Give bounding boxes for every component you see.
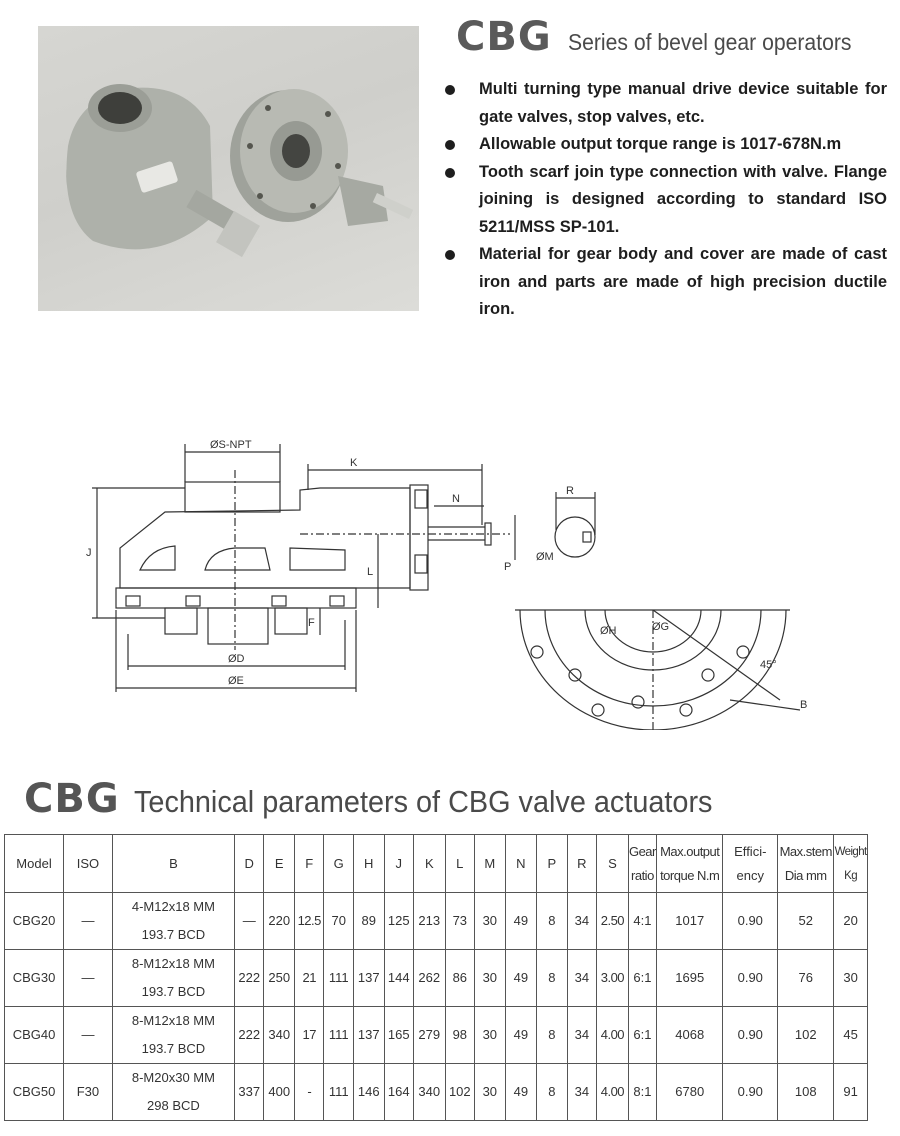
cell-b [112,893,234,950]
col-l: L [445,835,475,893]
col-n: N [505,835,537,893]
cell-gear-ratio: 6:1 [628,950,656,1007]
technical-drawing [0,430,900,730]
col-g: G [324,835,354,893]
cell-b-line2: 193.7 BCD [141,984,206,999]
cell-m: 30 [475,950,506,1007]
cell-b-line1: 4-M12x18 MM [131,899,215,914]
cell-b-line2: 193.7 BCD [141,1041,206,1056]
cell-gear-ratio: 4:1 [628,893,656,950]
cell-iso: — [64,1007,113,1064]
feature-item: Material for gear body and cover are made of cast iron and parts are made of high precision ductile iron. [443,241,887,324]
dim-h: ØH [600,625,617,637]
col-r: R [567,835,597,893]
cell-model: CBG50 [5,1064,64,1121]
cell-f: 17 [294,1007,324,1064]
col-p: P [537,835,568,893]
cell-d: 222 [234,1007,264,1064]
cell-iso: — [64,950,113,1007]
cell-d: — [234,893,264,950]
feature-item: Allowable output torque range is 1017-678N.m [443,131,887,159]
col-model: Model [5,835,64,893]
cell-efficiency: 0.90 [723,1007,778,1064]
cell-iso: — [64,893,113,950]
cell-r: 34 [567,893,597,950]
feature-item: Multi turning type manual drive device suitable for gate valves, stop valves, etc. [443,76,887,131]
cell-b [112,1064,234,1121]
cell-m: 30 [475,1007,506,1064]
col-max-torque-line2: torque N.m [660,867,720,883]
cell-b-line1: 8-M20x30 MM [131,1070,215,1085]
col-e: E [264,835,295,893]
cell-j: 164 [384,1064,414,1121]
brand-logo-text: CBG [456,14,552,60]
cell-model: CBG20 [5,893,64,950]
cell-e: 340 [264,1007,295,1064]
cell-max-torque: 1017 [657,893,723,950]
bevel-gear-operators-image [38,26,419,311]
cell-l: 98 [445,1007,475,1064]
series-header [456,14,876,60]
col-h: H [353,835,384,893]
table-row [5,1064,868,1121]
table-row [5,950,868,1007]
cell-d: 222 [234,950,264,1007]
cell-p: 8 [537,1064,568,1121]
col-m: M [475,835,506,893]
cell-weight: 30 [834,950,868,1007]
col-efficiency-line2: ency [736,867,764,883]
col-s: S [597,835,629,893]
cell-j: 125 [384,893,414,950]
col-k: K [414,835,446,893]
cell-g: 111 [324,1007,354,1064]
cell-p: 8 [537,950,568,1007]
cell-n: 49 [505,1007,537,1064]
cell-j: 144 [384,950,414,1007]
dim-m: ØM [536,551,554,563]
cell-max-stem: 102 [778,1007,834,1064]
col-efficiency [723,835,778,893]
cell-g: 70 [324,893,354,950]
series-subtitle: Series of bevel gear operators [567,29,852,55]
col-f: F [294,835,324,893]
cell-s: 3.00 [597,950,629,1007]
cell-model: CBG30 [5,950,64,1007]
cell-p: 8 [537,1007,568,1064]
col-max-stem-line2: Dia mm [784,867,827,883]
cell-n: 49 [505,950,537,1007]
cell-model: CBG40 [5,1007,64,1064]
cell-b-line1: 8-M12x18 MM [131,1013,215,1028]
col-max-stem [778,835,834,893]
cell-efficiency: 0.90 [723,950,778,1007]
cell-e: 400 [264,1064,295,1121]
cell-gear-ratio: 6:1 [628,1007,656,1064]
dim-k: K [350,457,358,469]
cell-h: 137 [353,950,384,1007]
cell-k: 279 [414,1007,446,1064]
col-efficiency-line1: Effici- [734,843,767,859]
col-weight-line1: Weight [834,845,867,858]
dim-d: ØD [228,653,245,665]
cell-efficiency: 0.90 [723,893,778,950]
col-max-torque-line1: Max.output [660,843,720,859]
cell-h: 137 [353,1007,384,1064]
cell-max-stem: 76 [778,950,834,1007]
cell-f: 21 [294,950,324,1007]
dim-g: ØG [652,621,670,633]
table-row [5,893,868,950]
cell-k: 213 [414,893,446,950]
col-gear-ratio-line2: ratio [631,867,654,883]
cell-g: 111 [324,1064,354,1121]
dim-l: L [367,566,374,578]
col-j: J [384,835,414,893]
cell-h: 146 [353,1064,384,1121]
cell-s: 4.00 [597,1064,629,1121]
cell-n: 49 [505,1064,537,1121]
cell-l: 86 [445,950,475,1007]
cell-k: 262 [414,950,446,1007]
cell-f: - [294,1064,324,1121]
cell-max-torque: 4068 [657,1007,723,1064]
cell-l: 102 [445,1064,475,1121]
cell-max-stem: 52 [778,893,834,950]
cell-b-line2: 193.7 BCD [141,927,206,942]
cell-g: 111 [324,950,354,1007]
col-gear-ratio [628,835,656,893]
dim-n: N [452,493,460,505]
cell-efficiency: 0.90 [723,1064,778,1121]
cell-max-stem: 108 [778,1064,834,1121]
dim-r: R [566,485,574,497]
cell-m: 30 [475,1064,506,1121]
product-photo [38,26,419,311]
parameters-table [4,834,868,1121]
cell-l: 73 [445,893,475,950]
col-d: D [234,835,264,893]
cell-r: 34 [567,1007,597,1064]
cell-k: 340 [414,1064,446,1121]
col-b: B [112,835,234,893]
cell-m: 30 [475,893,506,950]
cell-s: 2.50 [597,893,629,950]
cell-j: 165 [384,1007,414,1064]
cell-p: 8 [537,893,568,950]
cell-r: 34 [567,950,597,1007]
cell-max-torque: 1695 [657,950,723,1007]
cell-iso: F30 [64,1064,113,1121]
cell-gear-ratio: 8:1 [628,1064,656,1121]
col-weight [834,835,868,893]
cell-n: 49 [505,893,537,950]
col-iso: ISO [64,835,113,893]
dim-angle: 45° [760,659,777,671]
cell-r: 34 [567,1064,597,1121]
cell-e: 220 [264,893,295,950]
table-title-text: Technical parameters of CBG valve actuators [133,784,713,819]
col-gear-ratio-line1: Gear [628,843,656,859]
dim-e: ØE [228,675,244,687]
col-max-torque [657,835,723,893]
col-weight-line2: Kg [844,869,858,882]
cell-weight: 20 [834,893,868,950]
cell-h: 89 [353,893,384,950]
cell-weight: 91 [834,1064,868,1121]
cell-f: 12.5 [294,893,324,950]
cell-d: 337 [234,1064,264,1121]
dim-s-npt: ØS-NPT [210,439,252,451]
dim-j: J [86,547,92,559]
table-brand-text: CBG [24,776,120,822]
feature-item: Tooth scarf join type connection with valve. Flange joining is designed according to standard ISO 5211/MSS SP-101. [443,159,887,242]
cell-s: 4.00 [597,1007,629,1064]
col-max-stem-line1: Max.stem [779,843,832,859]
feature-list [443,76,887,324]
cell-weight: 45 [834,1007,868,1064]
cell-b [112,950,234,1007]
table-section-title [24,776,756,822]
cell-b-line2: 298 BCD [147,1098,200,1113]
dim-b: B [800,699,808,711]
cell-max-torque: 6780 [657,1064,723,1121]
cell-b-line1: 8-M12x18 MM [131,956,215,971]
cell-e: 250 [264,950,295,1007]
cell-b [112,1007,234,1064]
dim-f: F [308,617,315,629]
dim-p: P [504,561,512,573]
table-header-row [5,835,868,893]
table-row [5,1007,868,1064]
